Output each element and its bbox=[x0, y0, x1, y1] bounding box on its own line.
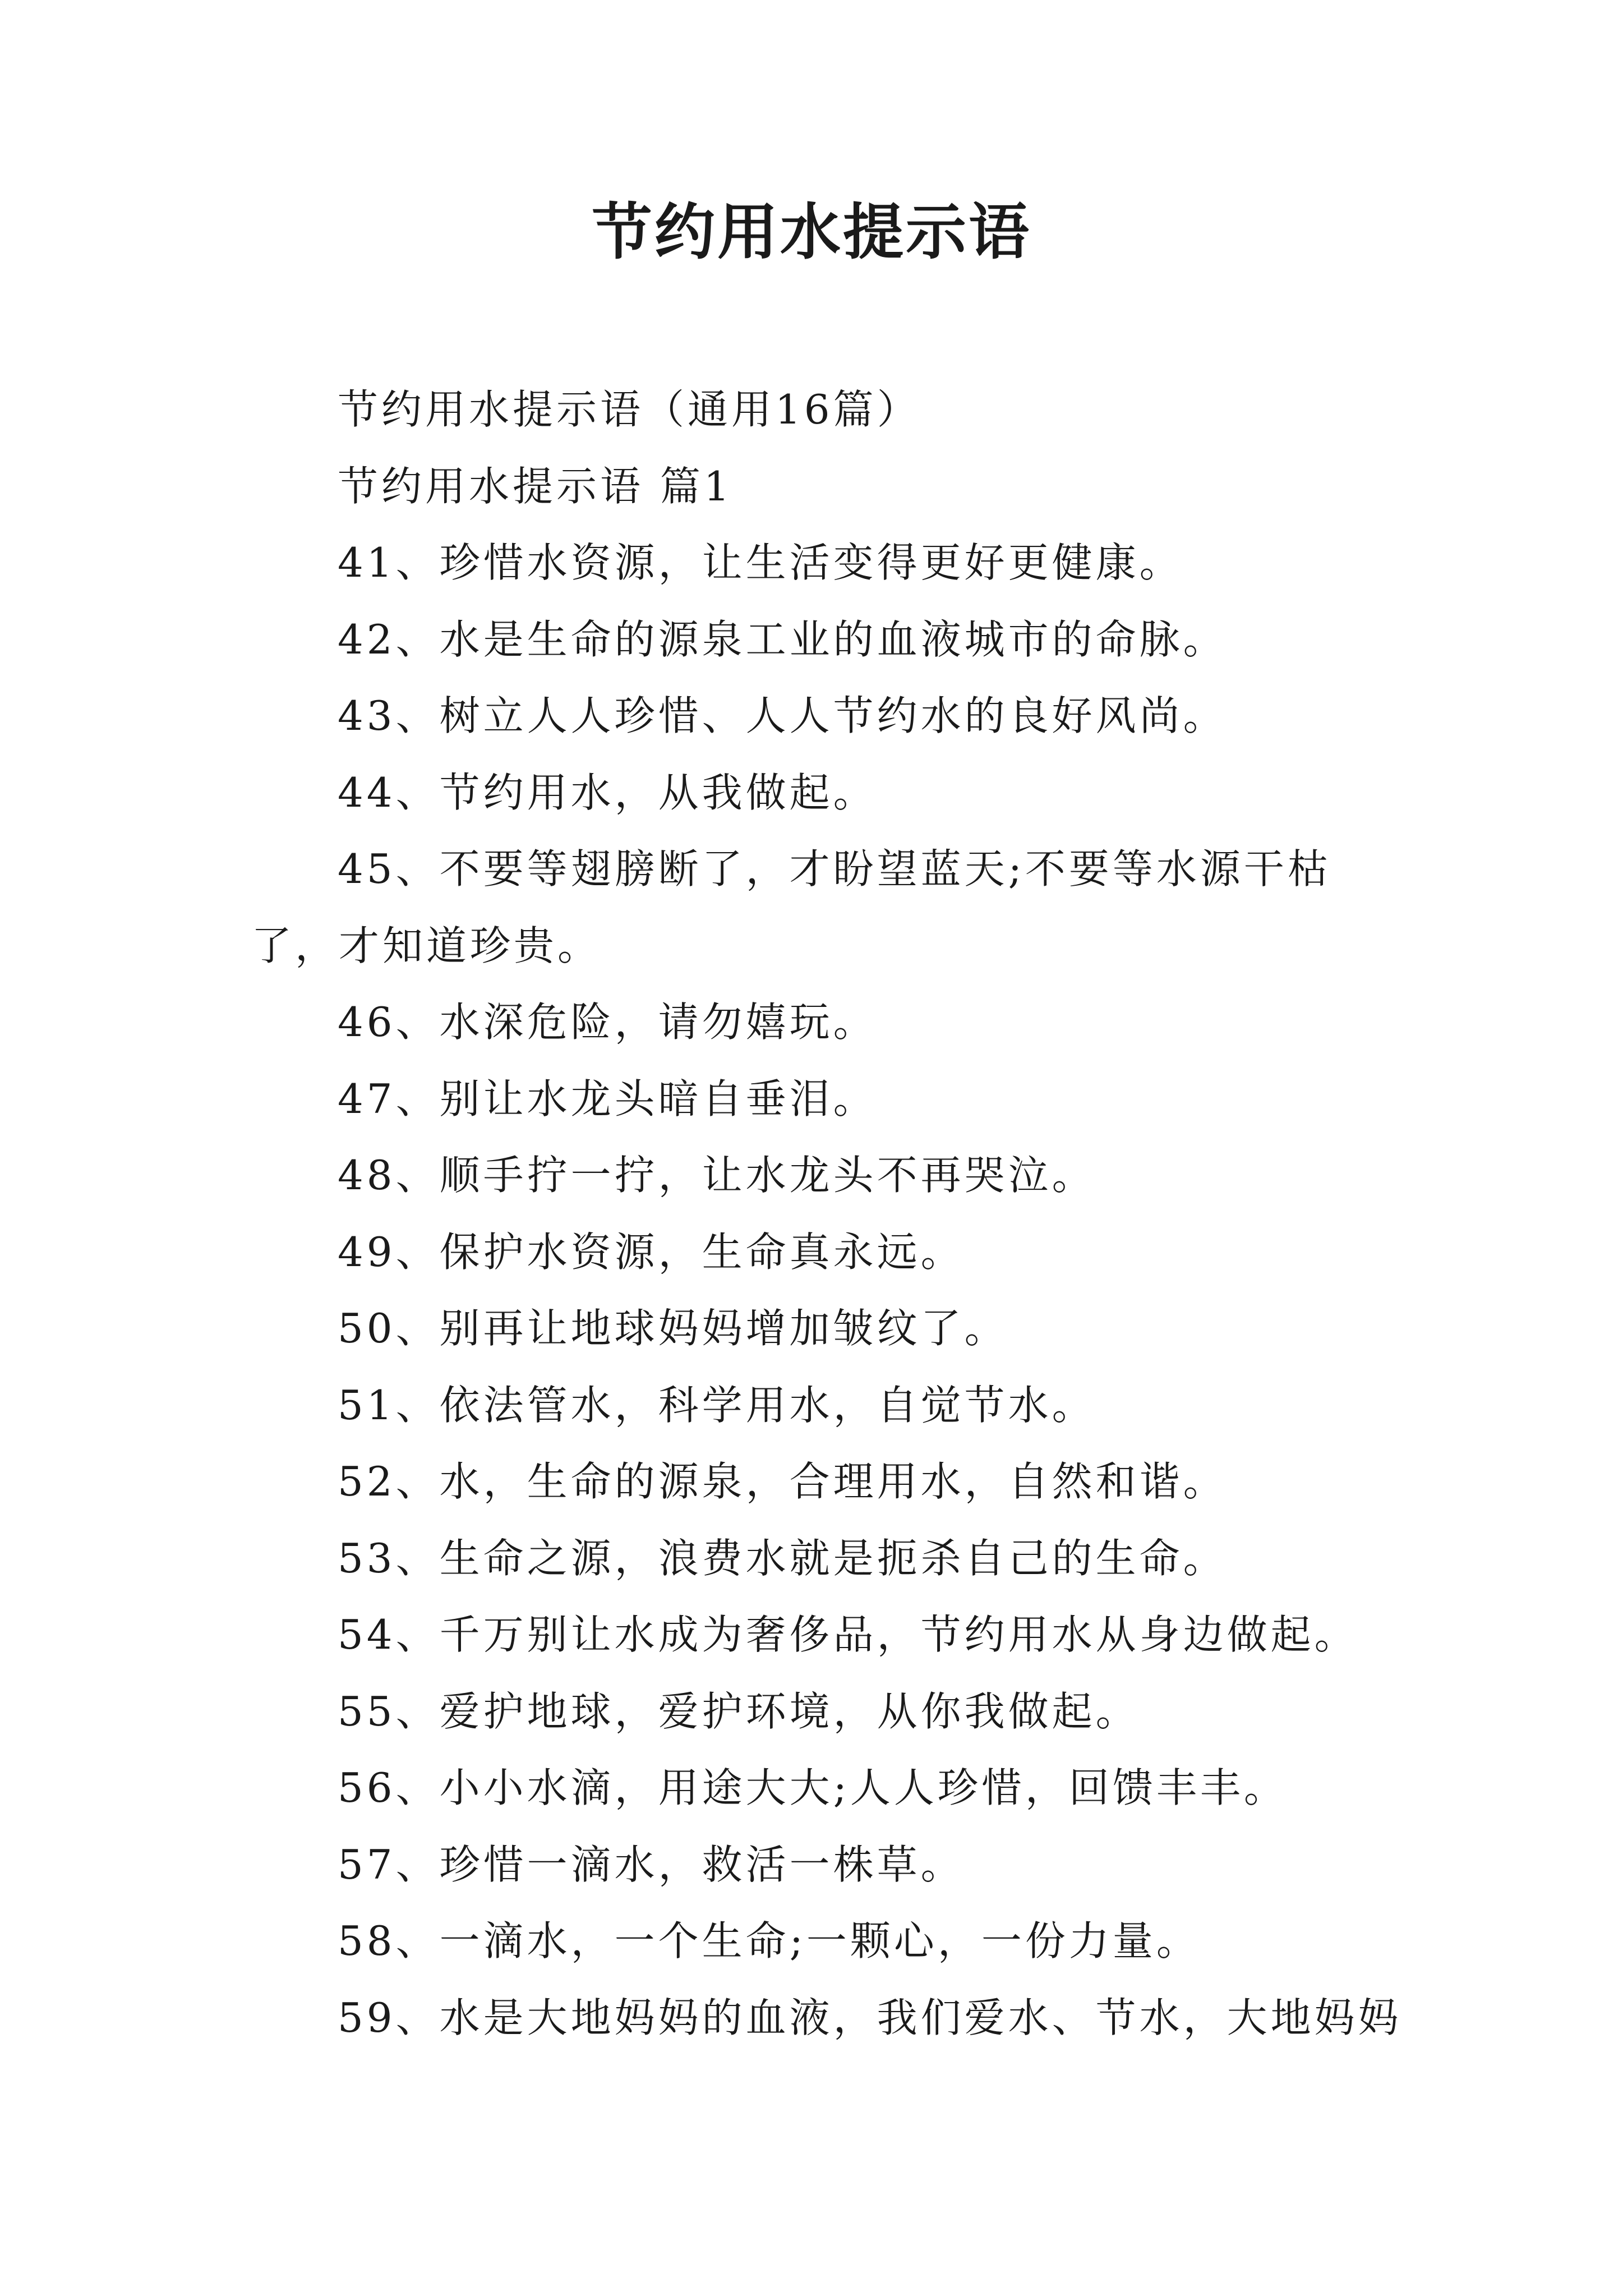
document-title: 节约用水提示语 bbox=[591, 197, 1031, 268]
slogan-49: 49、保护水资源，生命真永远。 bbox=[338, 1228, 965, 1276]
slogan-58: 58、一滴水，一个生命;一颗心，一份力量。 bbox=[338, 1917, 1200, 1964]
document-body bbox=[251, 371, 1418, 2056]
section-heading: 节约用水提示语 篇1 bbox=[338, 462, 733, 510]
slogan-57: 57、珍惜一滴水，救活一株草。 bbox=[338, 1841, 965, 1888]
slogan-50: 50、别再让地球妈妈增加皱纹了。 bbox=[338, 1305, 1008, 1352]
slogan-45: 45、不要等翅膀断了，才盼望蓝天;不要等水源干枯了，才知道珍贵。 bbox=[251, 845, 1331, 969]
slogan-59: 59、水是大地妈妈的血液，我们爱水、节水，大地妈妈 bbox=[338, 1994, 1402, 2041]
slogan-43: 43、树立人人珍惜、人人节约水的良好风尚。 bbox=[338, 692, 1227, 739]
slogan-51: 51、依法管水，科学用水，自觉节水。 bbox=[338, 1381, 1096, 1429]
slogan-42: 42、水是生命的源泉工业的血液城市的命脉。 bbox=[338, 615, 1227, 663]
subtitle-line: 节约用水提示语（通用16篇） bbox=[338, 386, 921, 433]
slogan-55: 55、爱护地球，爱护环境，从你我做起。 bbox=[338, 1687, 1140, 1735]
slogan-54: 54、千万别让水成为奢侈品，节约用水从身边做起。 bbox=[338, 1611, 1358, 1658]
slogan-56: 56、小小水滴，用途大大;人人珍惜，回馈丰丰。 bbox=[338, 1764, 1288, 1811]
slogan-53: 53、生命之源，浪费水就是扼杀自己的生命。 bbox=[338, 1534, 1227, 1582]
slogan-44: 44、节约用水，从我做起。 bbox=[338, 769, 877, 816]
slogan-46: 46、水深危险，请勿嬉玩。 bbox=[338, 999, 877, 1046]
slogan-41: 41、珍惜水资源，让生活变得更好更健康。 bbox=[338, 539, 1183, 586]
slogan-48: 48、顺手拧一拧，让水龙头不再哭泣。 bbox=[338, 1152, 1096, 1199]
slogan-52: 52、水，生命的源泉，合理用水，自然和谐。 bbox=[338, 1458, 1227, 1505]
slogan-47: 47、别让水龙头暗自垂泪。 bbox=[338, 1075, 877, 1122]
